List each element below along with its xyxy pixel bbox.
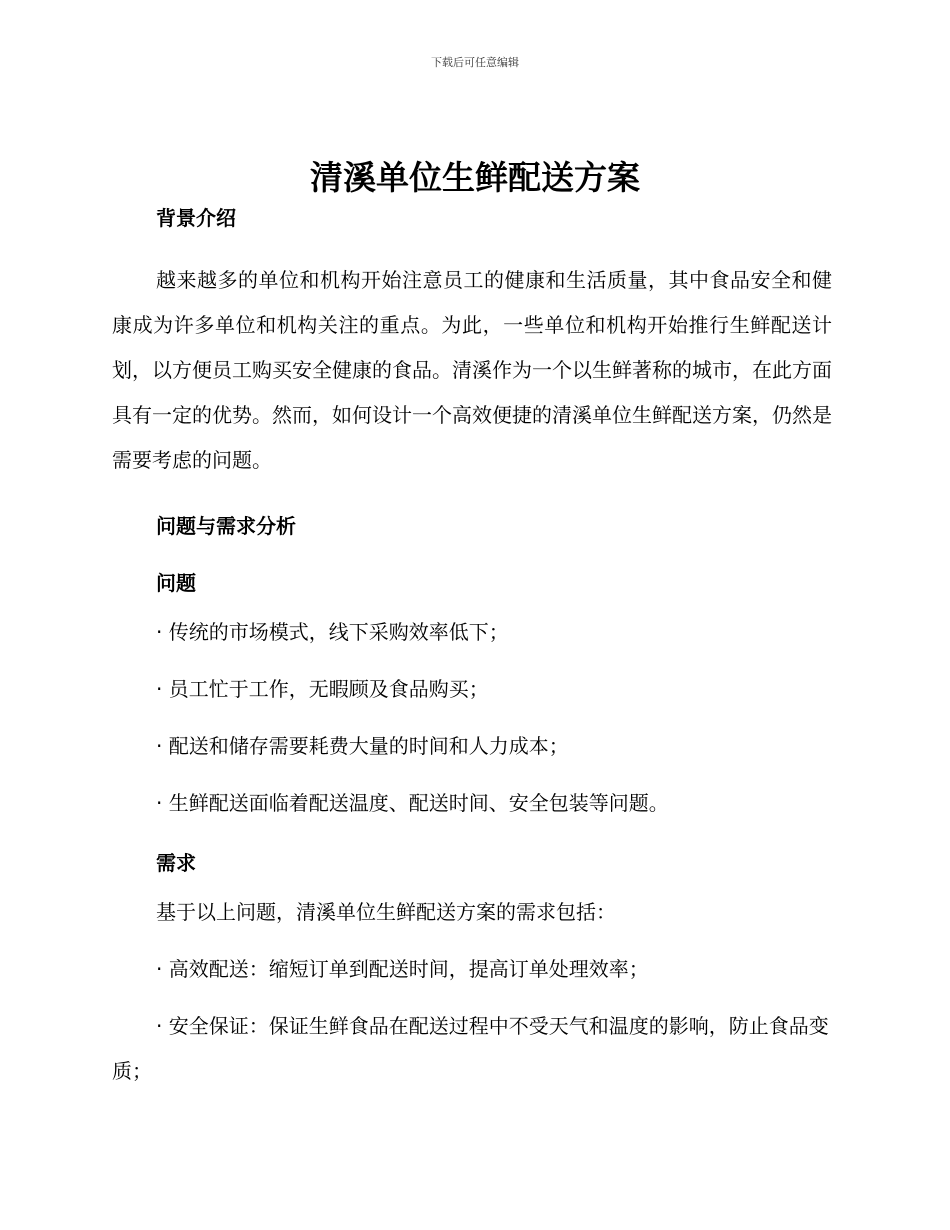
list-item: · 配送和储存需要耗费大量的时间和人力成本；	[156, 734, 569, 758]
background-paragraph: 越来越多的单位和机构开始注意员工的健康和生活质量，其中食品安全和健康成为许多单位和机构关注的重点。为此，一些单位和机构开始推行生鲜配送计划，以方便员工购买安全健康的食品。清溪作为一个以生鲜著称的城市，在此方面具有一定的优势。然而，如何设计一个高效便捷的清溪单位生鲜配送方案，仍然是需要考虑的问题。	[112, 268, 832, 472]
section-heading-problems: 问题	[156, 571, 196, 595]
page-header-note: 下载后可任意编辑	[431, 56, 519, 69]
section-heading-needs: 需求	[156, 851, 196, 875]
needs-list	[112, 890, 832, 1094]
document-title: 清溪单位生鲜配送方案	[310, 158, 640, 197]
list-item: · 生鲜配送面临着配送温度、配送时间、安全包装等问题。	[156, 791, 669, 815]
list-item: · 传统的市场模式，线下采购效率低下；	[156, 620, 509, 644]
problems-list	[112, 610, 832, 826]
list-item: · 安全保证：保证生鲜食品在配送过程中不受天气和温度的影响，防止食品变质；	[112, 1014, 829, 1083]
list-item: · 高效配送：缩短订单到配送时间，提高订单处理效率；	[156, 957, 649, 981]
list-item: · 员工忙于工作，无暇顾及食品购买；	[156, 677, 489, 701]
needs-intro: 基于以上问题，清溪单位生鲜配送方案的需求包括：	[156, 900, 616, 924]
section-heading-background: 背景介绍	[156, 206, 236, 230]
document-body	[112, 204, 832, 1094]
section-heading-analysis: 问题与需求分析	[156, 514, 296, 538]
